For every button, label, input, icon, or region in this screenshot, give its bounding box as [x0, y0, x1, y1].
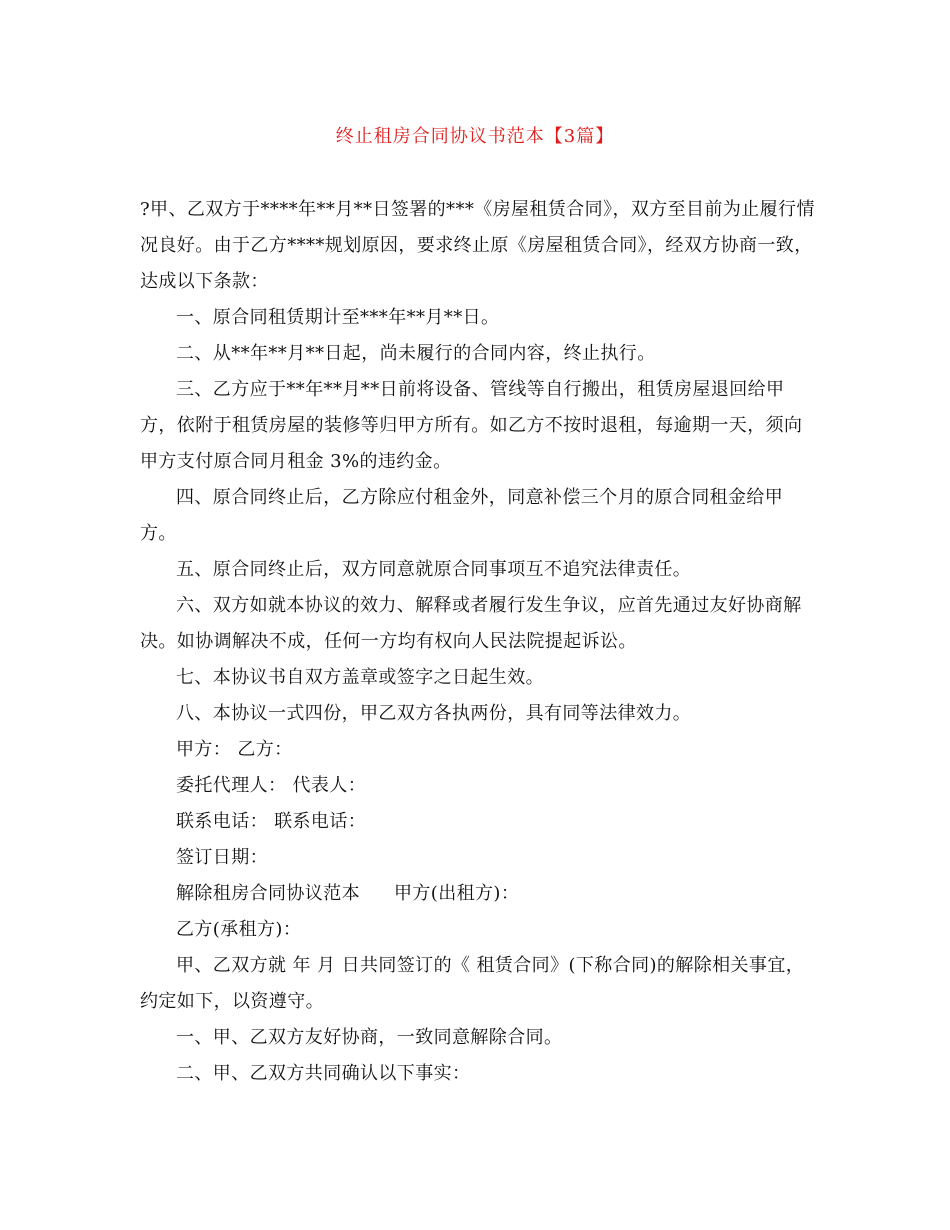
lessor-label: 甲方(出租方)： [394, 883, 520, 904]
document-body [140, 192, 815, 1092]
paragraph-clause-3: 三、乙方应于**年**月**日前将设备、管线等自行搬出，租赁房屋退回给甲方，依附于租赁房屋的装修等归甲方所有。如乙方不按时退租，每逾期一天，须向甲方支付原合同月租金 3%的违约金。 [140, 379, 803, 472]
document-title: 终止租房合同协议书范本【3篇】 [335, 126, 615, 147]
paragraph-clause-5: 五、原合同终止后，双方同意就原合同事项互不追究法律责任。 [176, 559, 692, 580]
signature-parties: 甲方： 乙方： [176, 739, 293, 760]
signature-agents: 委托代理人： 代表人： [176, 775, 367, 796]
paragraph-termination-1: 一、甲、乙双方友好协商，一致同意解除合同。 [176, 1027, 563, 1048]
paragraph-clause-8: 八、本协议一式四份，甲乙双方各执两份，具有同等法律效力。 [176, 703, 692, 724]
paragraph-clause-6: 六、双方如就本协议的效力、解释或者履行发生争议，应首先通过友好协商解决。如协调解决不成，任何一方均有权向人民法院提起诉讼。 [140, 595, 802, 652]
signature-date: 签订日期： [176, 847, 268, 868]
second-template-heading [140, 876, 815, 912]
lessee-label: 乙方(承租方)： [176, 919, 302, 940]
second-template-title: 解除租房合同协议范本 [176, 883, 360, 904]
paragraph-termination-2: 二、甲、乙双方共同确认以下事实： [176, 1063, 471, 1084]
paragraph-intro: ?甲、乙双方于****年**月**日签署的***《房屋租赁合同》，双方至目前为止履行情况良好。由于乙方****规划原因，要求终止原《房屋租赁合同》，经双方协商一致，达成以下条款： [140, 199, 815, 292]
paragraph-clause-7: 七、本协议书自双方盖章或签字之日起生效。 [176, 667, 544, 688]
signature-phones: 联系电话： 联系电话： [176, 811, 367, 832]
paragraph-clause-2: 二、从**年**月**日起，尚未履行的合同内容，终止执行。 [176, 343, 656, 364]
paragraph-clause-1: 一、原合同租赁期计至***年**月**日。 [176, 307, 500, 328]
paragraph-clause-4: 四、原合同终止后，乙方除应付租金外，同意补偿三个月的原合同租金给甲方。 [140, 487, 784, 544]
paragraph-termination-intro: 甲、乙双方就 年 月 日共同签订的《 租赁合同》(下称合同)的解除相关事宜，约定如下，以资遵守。 [140, 955, 805, 1012]
